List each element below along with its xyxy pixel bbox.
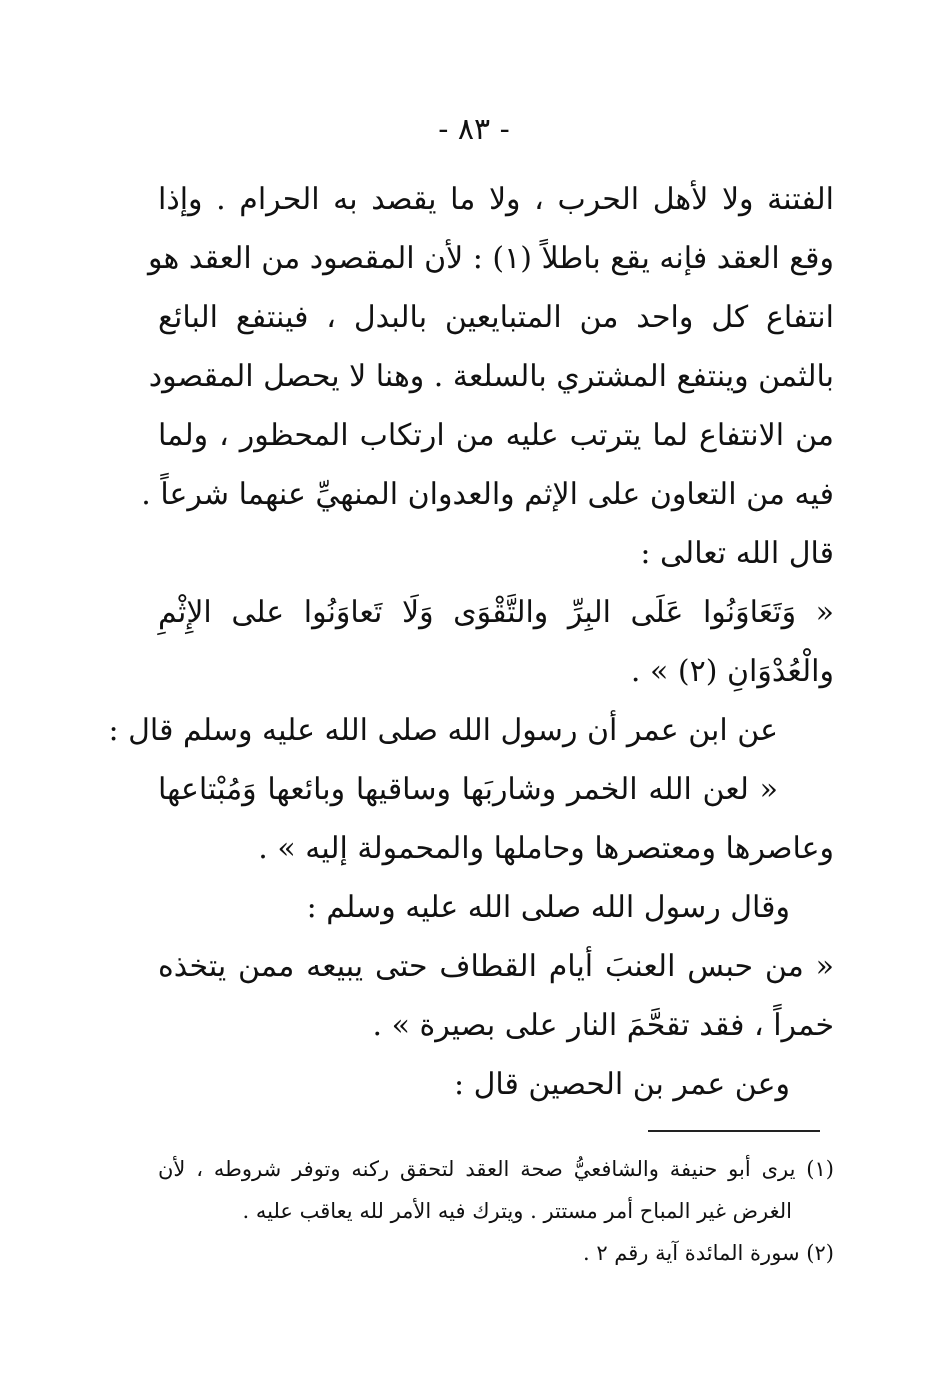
quran-verse-line: « وَتَعَاوَنُوا عَلَى البِرِّ والتَّقْوَى وَلَا تَعاوَنُوا على الإِثْمِ xyxy=(158,595,834,630)
footnote-1-continuation: الغرض غير المباح أمر مستتر . ويترك فيه الأمر لله يعاقب عليه . xyxy=(242,1199,792,1223)
hadith-line: « من حبس العنبَ أيام القطاف حتى يبيعه ممن يتخذه xyxy=(158,949,834,984)
text-line: قال الله تعالى : xyxy=(640,536,834,571)
footnote-2: (٢) سورة المائدة آية رقم ٢ . xyxy=(582,1241,834,1265)
page-number: - ٨٣ - xyxy=(438,112,510,147)
text-line: بالثمن وينتفع المشتري بالسلعة . وهنا لا يحصل المقصود xyxy=(148,359,834,394)
footnote-1: (١) يرى أبو حنيفة والشافعيُّ صحة العقد لتحقق ركنه وتوفر شروطه ، لأن xyxy=(158,1157,834,1181)
text-line: انتفاع كل واحد من المتبايعين بالبدل ، فينتفع البائع xyxy=(158,300,834,335)
footnote-separator xyxy=(648,1130,820,1132)
hadith-intro-line: وعن عمر بن الحصين قال : xyxy=(453,1067,790,1102)
quran-verse-line: والْعُدْوَانِ (٢) » . xyxy=(630,654,834,689)
footnotes xyxy=(158,1148,834,1274)
main-text xyxy=(108,170,834,1114)
text-line: وقع العقد فإنه يقع باطلاً (١) : لأن المقصود من العقد هو xyxy=(148,241,834,276)
text-line: الفتنة ولا لأهل الحرب ، ولا ما يقصد به الحرام . وإذا xyxy=(158,182,834,217)
hadith-line: وعاصرها ومعتصرها وحاملها والمحمولة إليه » . xyxy=(258,831,834,866)
hadith-intro-line: عن ابن عمر أن رسول الله صلى الله عليه وسلم قال : xyxy=(108,713,778,748)
hadith-line: خمراً ، فقد تقحَّمَ النار على بصيرة » . xyxy=(372,1008,834,1043)
hadith-line: « لعن الله الخمر وشاربَها وساقيها وبائعها وَمُبْتاعها xyxy=(158,772,778,807)
text-line: فيه من التعاون على الإثم والعدوان المنهيِّ عنهما شرعاً . xyxy=(141,477,834,512)
hadith-intro-line: وقال رسول الله صلى الله عليه وسلم : xyxy=(306,890,790,925)
text-line: من الانتفاع لما يترتب عليه من ارتكاب المحظور ، ولما xyxy=(158,418,834,453)
